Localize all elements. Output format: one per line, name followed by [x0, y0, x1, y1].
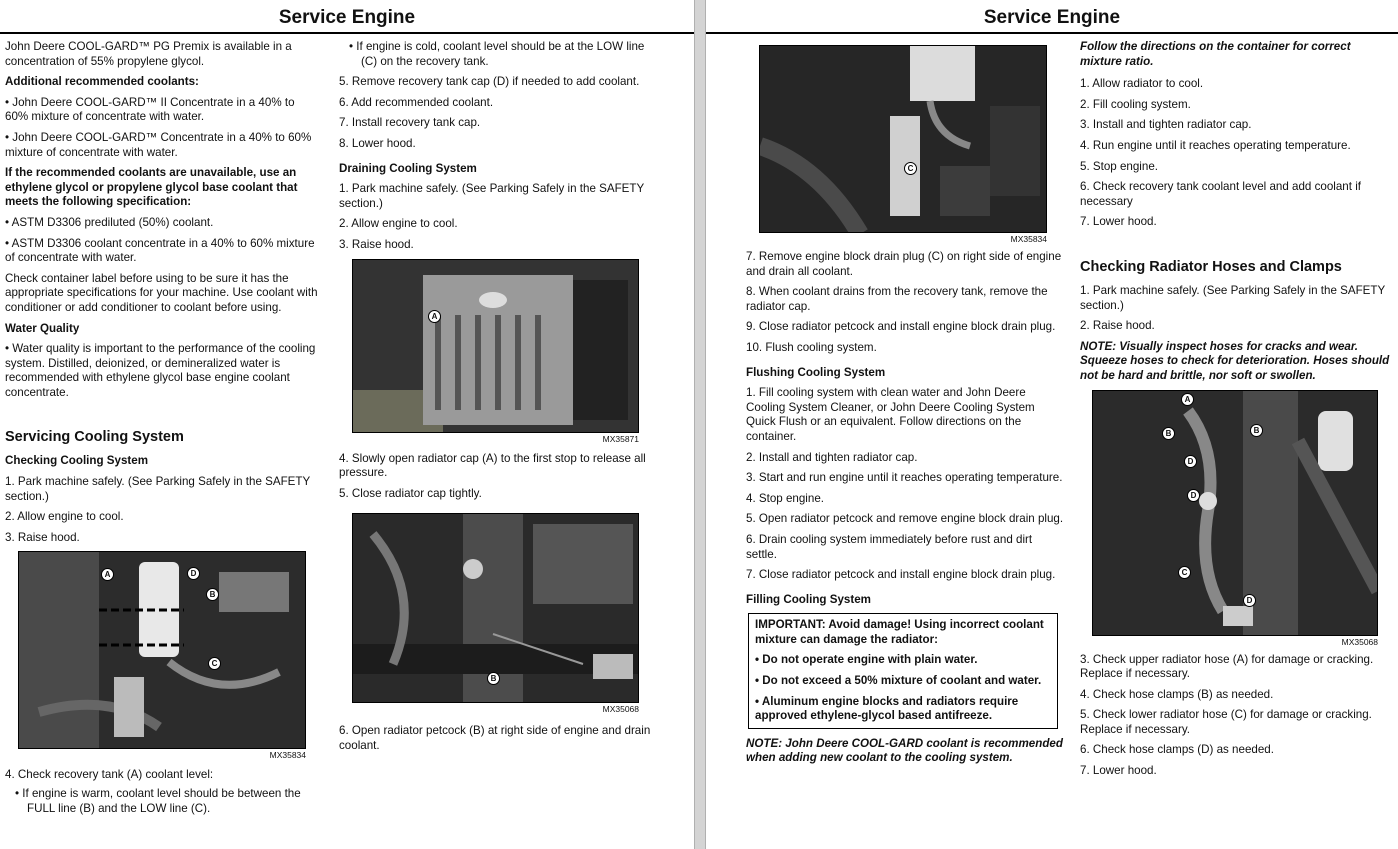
callout-a: A: [1181, 393, 1194, 406]
step: 7. Lower hood.: [1080, 764, 1157, 778]
step: 5. Close radiator cap tightly.: [339, 486, 482, 500]
step: 6. Drain cooling system immediately before rust and dirt settle.: [746, 532, 1033, 561]
step: 5. Check lower radiator hose (C) for damage or cracking. Replace if necessary.: [1080, 708, 1372, 736]
callout-d: D: [1187, 489, 1200, 502]
callout-c: C: [208, 657, 221, 670]
step: 4. Slowly open radiator cap (A) to the first stop to release all pressure.: [339, 451, 646, 480]
list-item: • If engine is warm, coolant level should be between the FULL line (B) and the LOW line (C).: [15, 787, 301, 815]
step: 4. Check hose clamps (B) as needed.: [1080, 687, 1274, 701]
step: 4. Stop engine.: [746, 491, 824, 505]
callout-b: B: [1162, 427, 1175, 440]
callout-d: D: [1243, 594, 1256, 607]
figure: [352, 513, 639, 714]
page-header: [706, 4, 1398, 34]
callout-c: C: [1178, 566, 1191, 579]
list-item: • If engine is cold, coolant level should be at the LOW line (C) on the recovery tank.: [349, 40, 645, 68]
step: 3. Raise hood.: [5, 530, 80, 544]
checking-heading: Checking Cooling System: [5, 454, 149, 468]
figure: [18, 551, 306, 760]
left-column-2: [339, 40, 651, 760]
step: 5. Open radiator petcock and remove engine block drain plug.: [746, 512, 1064, 526]
callout-b: B: [487, 672, 500, 685]
figure: [352, 259, 639, 444]
follow-note: Follow the directions on the container for correct mixture ratio.: [1080, 40, 1351, 68]
page-title: Service Engine: [983, 7, 1121, 28]
figure-label: MX35068: [602, 704, 639, 715]
important-box: [748, 613, 1058, 729]
callout-a: A: [101, 568, 114, 581]
step: 1. Park machine safely. (See Parking Safely in the SAFETY section.): [1080, 283, 1386, 312]
step: 3. Start and run engine until it reaches operating temperature.: [746, 471, 1063, 485]
hoses-heading: Checking Radiator Hoses and Clamps: [1080, 258, 1342, 275]
additional-coolants-heading: Additional recommended coolants:: [5, 75, 199, 89]
filling-heading: Filling Cooling System: [746, 592, 871, 606]
figure: [1092, 390, 1378, 647]
intro-text: John Deere COOL-GARD™ PG Premix is available in a concentration of 55% propylene glycol.: [5, 40, 292, 68]
check-label-text: Check container label before using to be sure it has the appropriate specifications for your machine. Use coolant with conditioner or add conditioner to coolant before using.: [5, 271, 318, 314]
important-text: • Aluminum engine blocks and radiators require approved ethylene-glycol based antifreeze.: [755, 694, 1019, 723]
callout-a: A: [428, 310, 441, 323]
step: 7. Remove engine block drain plug (C) on right side of engine and drain all coolant.: [746, 250, 1062, 278]
radiator-hoses-photo: [1092, 390, 1378, 636]
step: 3. Check upper radiator hose (A) for damage or cracking. Replace if necessary.: [1080, 652, 1374, 681]
unavailable-heading: If the recommended coolants are unavailable, use an ethylene glycol or propylene glycol base coolant that meets the following specification:: [5, 166, 298, 209]
step: 1. Park machine safely. (See Parking Safely in the SAFETY section.): [5, 475, 311, 503]
callout-d: D: [1184, 455, 1197, 468]
step: 2. Fill cooling system.: [1080, 97, 1191, 111]
step: 2. Allow engine to cool.: [339, 217, 458, 231]
page-title: Service Engine: [278, 7, 416, 28]
right-page: [706, 0, 1398, 849]
right-column-1: [746, 40, 1064, 772]
figure: [759, 45, 1047, 244]
step: 8. Lower hood.: [339, 136, 416, 150]
list-item: • ASTM D3306 coolant concentrate in a 40% to 60% mixture of concentrate with water.: [5, 236, 315, 265]
step: 4. Check recovery tank (A) coolant level:: [5, 768, 214, 782]
list-item: • ASTM D3306 prediluted (50%) coolant.: [5, 215, 214, 229]
page-divider: [694, 0, 706, 849]
step: 3. Raise hood.: [339, 237, 414, 251]
figure-label: MX35068: [1341, 636, 1378, 647]
step: 1. Allow radiator to cool.: [1080, 77, 1204, 91]
callout-c: C: [904, 162, 917, 175]
step: 1. Fill cooling system with clean water and John Deere Cooling System Cleaner, or John Deere Cooling System Quick Flush or an equivalent. Follow directions on the container.: [746, 386, 1035, 443]
figure-label: MX35834: [269, 750, 306, 761]
right-column-2: [1080, 40, 1392, 785]
water-quality-heading: Water Quality: [5, 321, 80, 335]
list-item: • John Deere COOL-GARD™ Concentrate in a 40% to 60% mixture of concentrate with water.: [5, 130, 312, 159]
callout-d: D: [187, 567, 200, 580]
step: 7. Install recovery tank cap.: [339, 116, 481, 130]
step: 2. Raise hood.: [1080, 319, 1155, 333]
left-column-1: [5, 40, 320, 822]
callout-b: B: [206, 588, 219, 601]
step: 6. Add recommended coolant.: [339, 95, 494, 109]
figure-label: MX35834: [1010, 234, 1047, 244]
step: 8. When coolant drains from the recovery tank, remove the radiator cap.: [746, 285, 1048, 313]
step: 6. Open radiator petcock (B) at right side of engine and drain coolant.: [339, 724, 651, 752]
step: 10. Flush cooling system.: [746, 340, 877, 354]
page-header: [0, 4, 694, 34]
important-text: • Do not exceed a 50% mixture of coolant and water.: [755, 674, 1042, 688]
step: 2. Allow engine to cool.: [5, 510, 124, 524]
recovery-tank-photo: [18, 551, 306, 749]
servicing-heading: Servicing Cooling System: [5, 429, 184, 446]
step: 1. Park machine safely. (See Parking Safely in the SAFETY section.): [339, 182, 645, 210]
list-item: • John Deere COOL-GARD™ II Concentrate in a 40% to 60% mixture of concentrate with water.: [5, 95, 295, 124]
step: 5. Remove recovery tank cap (D) if needed to add coolant.: [339, 75, 640, 89]
step: 6. Check hose clamps (D) as needed.: [1080, 743, 1274, 757]
important-text: • Do not operate engine with plain water.: [755, 653, 978, 667]
step: 7. Lower hood.: [1080, 215, 1157, 229]
radiator-cap-photo: [352, 259, 639, 433]
step: 7. Close radiator petcock and install engine block drain plug.: [746, 568, 1056, 582]
step: 9. Close radiator petcock and install engine block drain plug.: [746, 320, 1056, 334]
step: 2. Install and tighten radiator cap.: [746, 450, 918, 464]
callout-b: B: [1250, 424, 1263, 437]
radiator-petcock-photo: [352, 513, 639, 703]
step: 4. Run engine until it reaches operating temperature.: [1080, 138, 1351, 152]
left-page: [0, 0, 694, 849]
note-text: NOTE: John Deere COOL-GARD coolant is recommended when adding new coolant to the cooling system.: [746, 736, 1063, 765]
water-quality-text: • Water quality is important to the performance of the cooling system. Distilled, deionized, or demineralized water is recommended with ethylene glycol base engine coolant concentrate.: [5, 342, 316, 399]
important-text: IMPORTANT: Avoid damage! Using incorrect coolant mixture can damage the radiator:: [755, 618, 1044, 646]
flushing-heading: Flushing Cooling System: [746, 365, 886, 379]
step: 3. Install and tighten radiator cap.: [1080, 118, 1252, 132]
figure-label: MX35871: [602, 433, 639, 444]
step: 5. Stop engine.: [1080, 159, 1158, 173]
step: 6. Check recovery tank coolant level and add coolant if necessary: [1080, 180, 1361, 208]
hoses-note: NOTE: Visually inspect hoses for cracks and wear. Squeeze hoses to check for deterioration. Hoses should not be hard and brittle, nor soft or swollen.: [1080, 339, 1390, 382]
drain-plug-photo: [759, 45, 1047, 233]
draining-heading: Draining Cooling System: [339, 161, 477, 175]
